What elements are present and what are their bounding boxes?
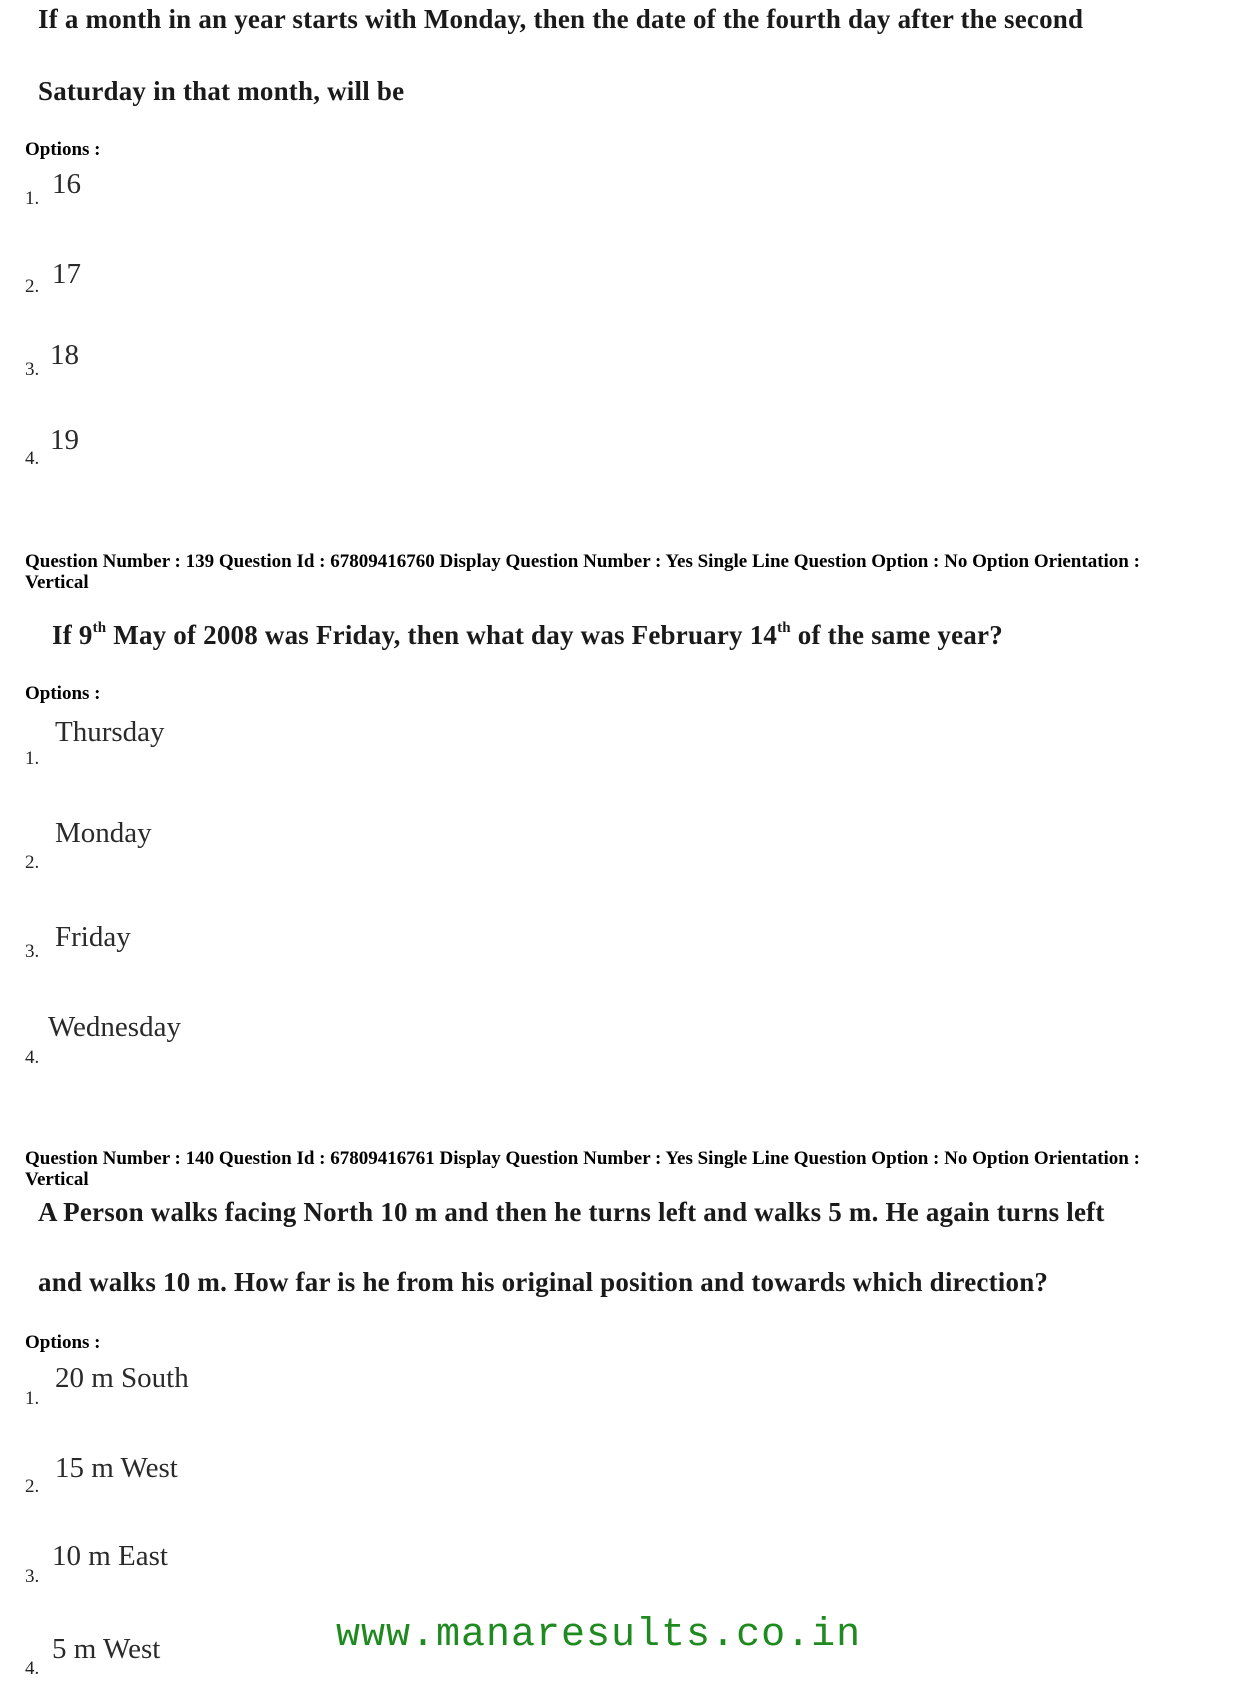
question-140-meta: Question Number : 140 Question Id : 67809416761 Display Question Number : Yes Single Line Question Option : No Option Orientation : Vertical <box>25 1148 1140 1190</box>
option-number: 3. <box>25 941 40 962</box>
option-number: 3. <box>25 1566 40 1587</box>
option-number: 1. <box>25 1388 40 1409</box>
option-number: 4. <box>25 448 40 469</box>
option-text: 17 <box>52 258 81 290</box>
option-text: 16 <box>52 168 81 200</box>
option-number: 2. <box>25 852 40 873</box>
option-text: 10 m East <box>52 1540 168 1572</box>
question-140-text-line1: A Person walks facing North 10 m and then he turns left and walks 5 m. He again turns left <box>38 1197 1105 1227</box>
option-number: 1. <box>25 748 40 769</box>
option-text: Friday <box>55 921 131 953</box>
option-number: 3. <box>25 359 40 380</box>
question-138-text-line1: If a month in an year starts with Monday, then the date of the fourth day after the second <box>38 4 1084 34</box>
option-text: 19 <box>50 424 79 456</box>
options-label: Options : <box>25 683 101 704</box>
options-label: Options : <box>25 139 101 160</box>
option-text: Monday <box>55 817 152 849</box>
option-text: 20 m South <box>55 1362 189 1394</box>
option-number: 4. <box>25 1658 40 1679</box>
site-watermark: www.manaresults.co.in <box>336 1613 862 1658</box>
question-138-text-line2: Saturday in that month, will be <box>38 76 405 106</box>
option-text: 15 m West <box>55 1452 178 1484</box>
question-139-text: If 9th May of 2008 was Friday, then what day was February 14th of the same year? <box>52 620 1003 650</box>
options-label: Options : <box>25 1332 101 1353</box>
option-text: 18 <box>50 339 79 371</box>
question-139-meta: Question Number : 139 Question Id : 67809416760 Display Question Number : Yes Single Line Question Option : No Option Orientation : Vertical <box>25 551 1140 593</box>
option-text: 5 m West <box>52 1633 161 1665</box>
option-number: 4. <box>25 1047 40 1068</box>
option-text: Wednesday <box>48 1011 181 1043</box>
option-number: 1. <box>25 188 40 209</box>
option-text: Thursday <box>55 716 165 748</box>
option-number: 2. <box>25 276 40 297</box>
question-140-text-line2: and walks 10 m. How far is he from his original position and towards which direction? <box>38 1267 1049 1297</box>
option-number: 2. <box>25 1476 40 1497</box>
